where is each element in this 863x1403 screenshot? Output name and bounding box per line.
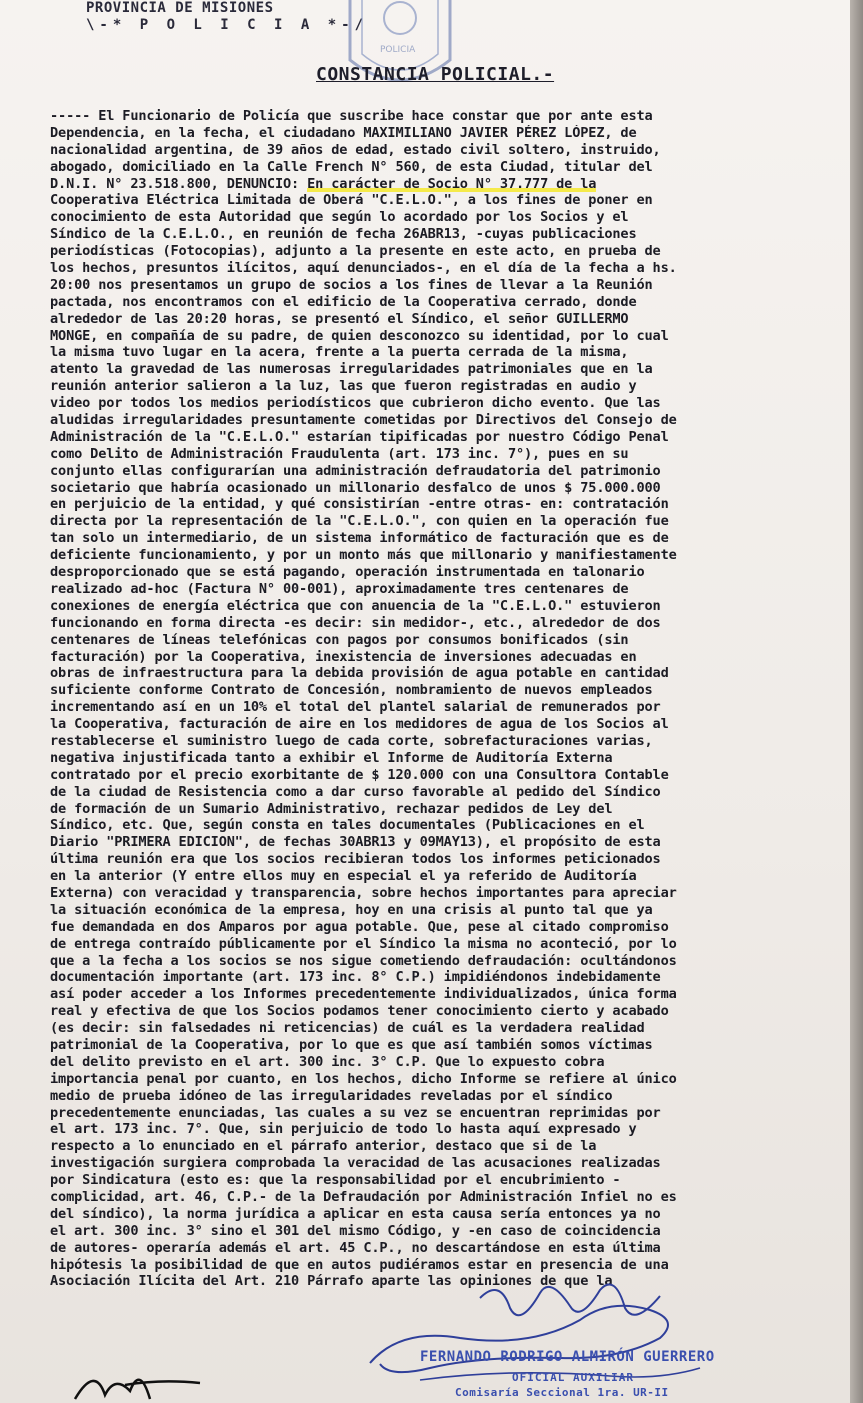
police-heading: \-* P O L I C I A *-/ xyxy=(86,17,369,33)
body-line: por Sindicatura (esto es: que la responsabilidad por el encubrimiento - xyxy=(50,1172,621,1189)
body-line: restablecerse el suministro luego de cada corte, sobrefacturaciones varias, xyxy=(50,732,653,749)
body-line: Asociación Ilícita del Art. 210 Párrafo aparte las opiniones de que la xyxy=(50,1273,613,1290)
body-line: Dependencia, en la fecha, el ciudadano MAXIMILIANO JAVIER PÉREZ LÓPEZ, de xyxy=(50,124,637,141)
body-line: en la anterior (Y entre ellos muy en especial el ya referido de Auditoría xyxy=(50,868,637,885)
body-line: centenares de líneas telefónicas con pagos por consumos bonificados (sin xyxy=(50,631,629,648)
body-line: tan solo un intermediario, de un sistema informático de facturación que es de xyxy=(50,530,669,547)
body-line: MONGE, en compañía de su padre, de quien desconozco su identidad, por lo cual xyxy=(50,327,669,344)
body-line: Diario "PRIMERA EDICION", de fechas 30ABR13 y 09MAY13), el propósito de esta xyxy=(50,834,661,851)
body-line: atento la gravedad de las numerosas irregularidades patrimoniales que en la xyxy=(50,361,653,378)
body-line: la situación económica de la empresa, hoy en una crisis al punto tal que ya xyxy=(50,901,653,918)
body-line: directa por la representación de la "C.E.L.O.", con quien en la operación fue xyxy=(50,513,669,530)
body-line: los hechos, presuntos ilícitos, aquí denunciados-, en el día de la fecha a hs. xyxy=(50,260,677,277)
body-line: (es decir: sin falsedades ni reticencias) de cuál es la verdadera realidad xyxy=(50,1020,645,1037)
body-line: obras de infraestructura para la debida provisión de agua potable en cantidad xyxy=(50,665,669,682)
body-line: D.N.I. N° 23.518.800, DENUNCIO: En carácter de Socio N° 37.777 de la xyxy=(50,175,597,192)
body-line: patrimonial de la Cooperativa, por lo que es que así también somos víctimas xyxy=(50,1036,653,1053)
province-heading: PROVINCIA DE MISIONES xyxy=(86,0,274,16)
body-line: societario que habría ocasionado un millonario desfalco de unos $ 75.000.000 xyxy=(50,479,661,496)
body-line: precedentemente enunciadas, las cuales a su vez se encuentran reprimidas por xyxy=(50,1104,661,1121)
body-line: del delito previsto en el art. 300 inc. 3° C.P. Que lo expuesto cobra xyxy=(50,1053,605,1070)
body-line: de entrega contraído públicamente por el Síndico la misma no aconteció, por lo xyxy=(50,935,677,952)
body-line: ----- El Funcionario de Policía que suscribe hace constar que por ante esta xyxy=(50,108,653,124)
body-line: de formación de un Sumario Administrativo, rechazar pedidos de Ley del xyxy=(50,800,613,817)
highlight-yellow: En carácter de Socio N° 37.777 de la xyxy=(307,175,597,192)
body-line: desproporcionado que se está pagando, operación instrumentada en talonario xyxy=(50,564,645,581)
body-line: documentación importante (art. 173 inc. 8° C.P.) impidiéndonos indebidamente xyxy=(50,969,661,986)
document-title: CONSTANCIA POLICIAL.- xyxy=(316,64,555,85)
body-line: hipótesis la posibilidad de que en autos pudiéramos estar en presencia de una xyxy=(50,1256,669,1273)
body-line: 20:00 nos presentamos un grupo de socios a los fines de llevar a la Reunión xyxy=(50,276,653,293)
body-line: del síndico), la norma jurídica a aplicar en esta causa sería entonces ya no xyxy=(50,1205,661,1222)
body-line: real y efectiva de que los Socios podamos tener conocimiento cierto y acabado xyxy=(50,1003,669,1020)
body-line: alrededor de las 20:20 horas, se presentó el Síndico, el señor GUILLERMO xyxy=(50,310,629,327)
body-line: Síndico, etc. Que, según consta en tales documentales (Publicaciones en el xyxy=(50,817,645,834)
body-line: la misma tuvo lugar en la acera, frente a la puerta cerrada de la misma, xyxy=(50,344,629,361)
body-line: suficiente conforme Contrato de Concesión, nombramiento de nuevos empleados xyxy=(50,682,653,699)
body-line: facturación) por la Cooperativa, inexistencia de inversiones adecuadas en xyxy=(50,648,637,665)
body-line: conexiones de energía eléctrica que con anuencia de la "C.E.L.O." estuvieron xyxy=(50,597,661,614)
body-line: fue demandada en dos Amparos por agua potable. Que, pese al citado compromiso xyxy=(50,918,669,935)
body-line: realizado ad-hoc (Factura N° 00-001), aproximadamente tres centenares de xyxy=(50,580,629,597)
body-line: en perjuicio de la entidad, y qué consistirían -entre otras- en: contratación xyxy=(50,496,669,513)
body-line: conocimiento de esta Autoridad que según lo acordado por los Socios y el xyxy=(50,209,629,226)
body-line: aludidas irregularidades presuntamente cometidas por Directivos del Consejo de xyxy=(50,412,677,429)
body-line: reunión anterior salieron a la luz, las que fueron registradas en audio y xyxy=(50,378,637,395)
body-line: la Cooperativa, facturación de aire en los medidores de agua de los Socios al xyxy=(50,716,669,733)
page-edge-shadow xyxy=(850,0,863,1403)
body-line: el art. 300 inc. 3° sino el 301 del mismo Código, y -en caso de coincidencia xyxy=(50,1222,661,1239)
body-line: como Delito de Administración Fraudulenta (art. 173 inc. 7°), pues en su xyxy=(50,445,629,462)
officer-role-stamp: OFICIAL AUXILIAR xyxy=(512,1371,634,1384)
body-line: así poder acceder a los Informes precedentemente individualizados, única forma xyxy=(50,986,677,1003)
body-line: investigación surgiera comprobada la veracidad de las acusaciones realizadas xyxy=(50,1155,661,1172)
document-body xyxy=(50,108,785,1290)
seal-text: POLICIA xyxy=(380,45,416,55)
officer-name-stamp: FERNANDO RODRIGO ALMIRÓN GUERRERO xyxy=(420,1349,715,1365)
body-line: conjunto ellas configurarían una administración defraudatoria del patrimonio xyxy=(50,462,661,479)
body-line: Síndico de la C.E.L.O., en reunión de fecha 26ABR13, -cuyas publicaciones xyxy=(50,226,637,243)
signature-black xyxy=(70,1355,210,1403)
body-line: Externa) con veracidad y transparencia, sobre hechos importantes para apreciar xyxy=(50,884,677,901)
body-line: deficiente funcionamiento, y por un monto más que millonario y manifiestamente xyxy=(50,547,677,564)
body-line: video por todos los medios periodísticos que cubrieron dicho evento. Que las xyxy=(50,395,661,412)
body-line: de autores- operaría además el art. 45 C.P., no descartándose en esta última xyxy=(50,1239,661,1256)
body-line: nacionalidad argentina, de 39 años de edad, estado civil soltero, instruido, xyxy=(50,141,661,158)
body-line: incrementando así en un 10% el total del plantel salarial de remunerados por xyxy=(50,699,661,716)
body-line: complicidad, art. 46, C.P.- de la Defraudación por Administración Infiel no es xyxy=(50,1189,677,1205)
body-line: Administración de la "C.E.L.O." estarían tipificadas por nuestro Código Penal xyxy=(50,428,669,445)
body-line: funcionando en forma directa -es decir: sin medidor-, etc., alrededor de dos xyxy=(50,614,661,631)
letterhead xyxy=(86,0,368,34)
body-line: medio de prueba idóneo de las irregularidades reveladas por el síndico xyxy=(50,1087,613,1104)
body-line: negativa injustificada tanto a exhibir el Informe de Auditoría Externa xyxy=(50,749,613,766)
body-line: Cooperativa Eléctrica Limitada de Oberá "C.E.L.O.", a los fines de poner en xyxy=(50,192,653,209)
body-line: contratado por el precio exorbitante de $ 120.000 con una Consultora Contable xyxy=(50,766,669,783)
body-line: periodísticas (Fotocopias), adjunto a la presente en este acto, en prueba de xyxy=(50,243,661,260)
body-line: pactada, nos encontramos con el edificio de la Cooperativa cerrado, donde xyxy=(50,293,637,310)
body-line: última reunión era que los socios recibieran todos los informes peticionados xyxy=(50,851,661,868)
body-line: el art. 173 inc. 7°. Que, sin perjuicio de todo lo hasta aquí expresado y xyxy=(50,1121,637,1138)
office-stamp: Comisaría Seccional 1ra. UR-II xyxy=(455,1386,669,1399)
body-line: respecto a lo enunciado en el párrafo anterior, destaco que si de la xyxy=(50,1138,597,1155)
body-line: de la ciudad de Resistencia como a dar curso favorable al pedido del Síndico xyxy=(50,783,661,800)
body-line: importancia penal por cuanto, en los hechos, dicho Informe se refiere al único xyxy=(50,1070,677,1087)
body-line: que a la fecha a los socios se nos sigue cometiendo defraudación: ocultándonos xyxy=(50,952,677,969)
body-line: abogado, domiciliado en la Calle French N° 560, de esta Ciudad, titular del xyxy=(50,158,653,175)
